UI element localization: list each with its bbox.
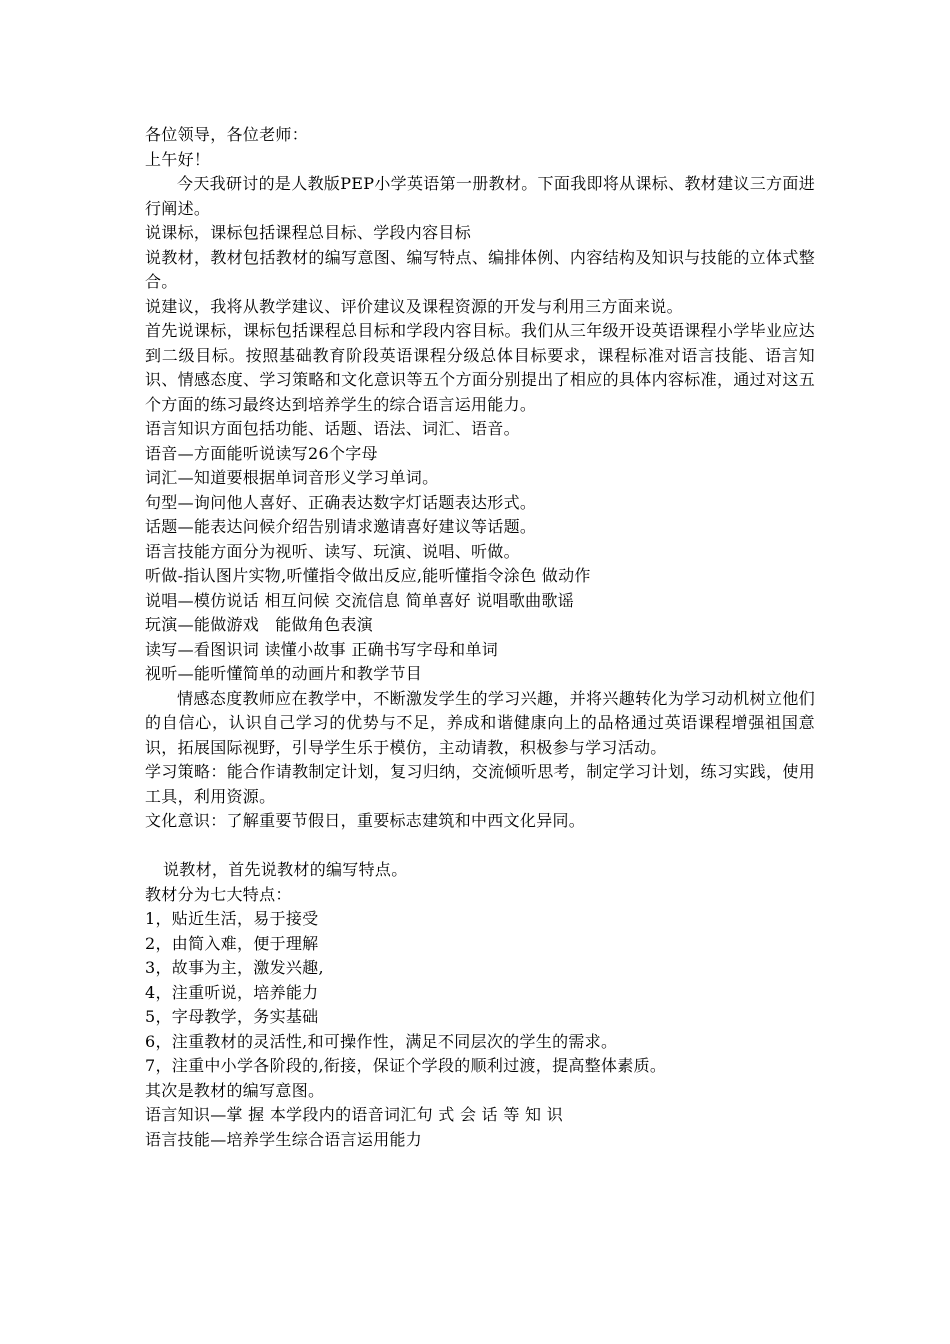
list-item: 7，注重中小学各阶段的,衔接，保证个学段的顺利过渡，提高整体素质。 — [145, 1056, 667, 1075]
text-line: 语言技能方面分为视听、读写、玩演、说唱、听做。 — [145, 541, 520, 561]
greeting-line: 各位领导，各位老师： — [145, 125, 309, 144]
text-line: 其次是教材的编写意图。 — [145, 1080, 325, 1100]
text-line: 词汇—知道要根据单词音形义学习单词。 — [145, 468, 439, 487]
list-item: 1，贴近生活，易于接受 — [145, 909, 319, 928]
text-line: 教材分为七大特点： — [145, 884, 292, 904]
text-line: 玩演—能做游戏 能做角色表演 — [145, 615, 374, 634]
intro-paragraph: 今天我研讨的是人教版PEP小学英语第一册教材。下面我即将从课标、教材建议三方面进行阐述。 — [145, 174, 815, 218]
section-heading: 说教材，首先说教材的编写特点。 — [163, 860, 408, 879]
text-line: 说唱—模仿说话 相互问候 交流信息 简单喜好 说唱歌曲歌谣 — [145, 590, 575, 610]
text-line: 读写—看图识词 读懂小故事 正确书写字母和单词 — [145, 639, 499, 659]
blank-line — [145, 834, 815, 859]
text-line: 语言知识—掌 握 本学段内的语音词汇句 式 会 话 等 知 识 — [145, 1105, 563, 1124]
document-body — [145, 123, 815, 1152]
text-line: 听做-指认图片实物,听懂指令做出反应,能听懂指令涂色 做动作 — [145, 566, 591, 585]
text-line: 话题—能表达问候介绍告别请求邀请喜好建议等话题。 — [145, 517, 537, 536]
text-line: 语言技能—培养学生综合语言运用能力 — [145, 1129, 423, 1149]
text-paragraph: 首先说课标，课标包括课程总目标和学段内容目标。我们从三年级开设英语课程小学毕业应达到二级目标。按照基础教育阶段英语课程分级总体目标要求，课程标准对语言技能、语言知识、情感态度、学习策略和文化意识等五个方面分别提出了相应的具体内容标准，通过对这五个方面的练习最终达到培养学生的综合语言运用能力。 — [145, 321, 815, 414]
text-line: 文化意识：了解重要节假日，重要标志建筑和中西文化异同。 — [145, 811, 586, 830]
text-line: 句型—询问他人喜好、正确表达数字灯话题表达形式。 — [145, 492, 537, 512]
text-line: 语言知识方面包括功能、话题、语法、词汇、语音。 — [145, 419, 520, 438]
text-paragraph: 说教材，教材包括教材的编写意图、编写特点、编排体例、内容结构及知识与技能的立体式整合。 — [145, 247, 815, 291]
list-item: 6，注重教材的灵活性,和可操作性，满足不同层次的学生的需求。 — [145, 1031, 618, 1051]
text-line: 说课标，课标包括课程总目标、学段内容目标 — [145, 223, 472, 242]
text-line: 视听—能听懂简单的动画片和教学节目 — [145, 664, 423, 683]
text-line: 说建议，我将从教学建议、评价建议及课程资源的开发与利用三方面来说。 — [145, 296, 683, 316]
list-item: 2，由简入难，便于理解 — [145, 933, 319, 953]
list-item: 5，字母教学，务实基础 — [145, 1007, 319, 1026]
text-paragraph: 情感态度教师应在教学中，不断激发学生的学习兴趣，并将兴趣转化为学习动机树立他们的自信心，认识自己学习的优势与不足，养成和谐健康向上的品格通过英语课程增强祖国意识，拓展国际视野，引导学生乐于模仿，主动请教，积极参与学习活动。 — [145, 688, 815, 757]
list-item: 3，故事为主，激发兴趣, — [145, 958, 324, 977]
list-item: 4，注重听说，培养能力 — [145, 982, 319, 1002]
greeting-line: 上午好！ — [145, 149, 211, 169]
text-line: 语音—方面能听说读写26个字母 — [145, 443, 378, 463]
text-paragraph: 学习策略：能合作请教制定计划，复习归纳，交流倾听思考，制定学习计划，练习实践，使用工具，利用资源。 — [145, 762, 815, 806]
